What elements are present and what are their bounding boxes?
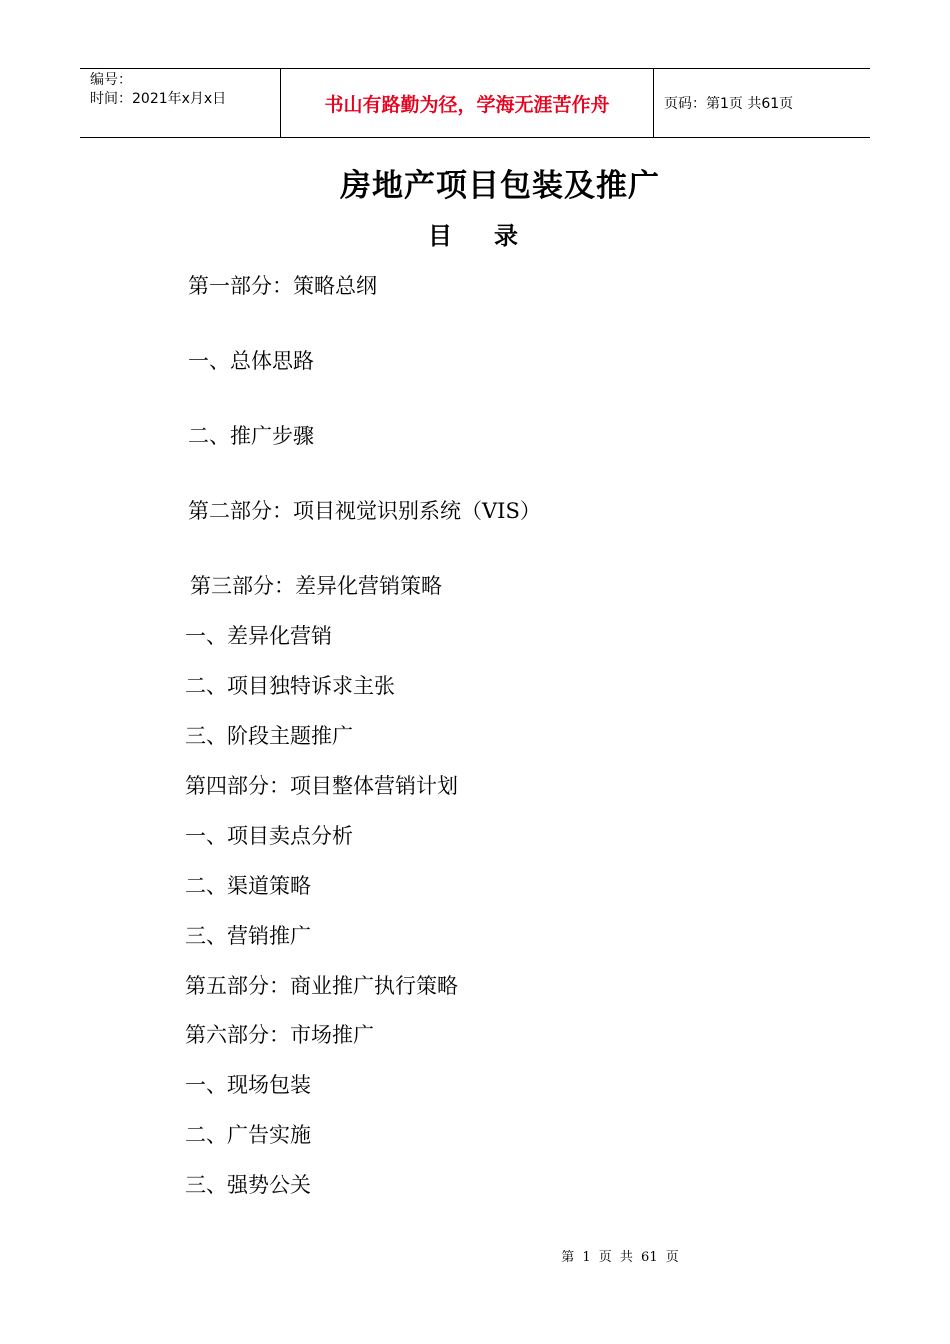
- toc-item: 三、营销推广: [185, 924, 311, 948]
- header-page-info: 页码：第1页 共61页: [664, 96, 794, 112]
- document-header-table: [80, 68, 870, 138]
- toc-item: 三、阶段主题推广: [185, 724, 353, 748]
- header-page-cell: [654, 69, 870, 137]
- toc-heading: 目录: [428, 221, 560, 250]
- toc-item: 一、总体思路: [188, 349, 314, 373]
- header-meta-cell: [80, 69, 281, 137]
- document-time-label: 时间：2021年x月x日: [90, 91, 227, 107]
- toc-item: 第五部分：商业推广执行策略: [185, 974, 458, 998]
- document-number-label: 编号：: [90, 72, 132, 88]
- toc-item: 二、项目独特诉求主张: [185, 674, 395, 698]
- toc-item: 二、渠道策略: [185, 874, 311, 898]
- document-title: 房地产项目包装及推广: [340, 168, 660, 204]
- header-motto-cell: [281, 69, 654, 137]
- toc-item: 二、推广步骤: [188, 424, 314, 448]
- page-footer: 第 1 页 共 61 页: [561, 1250, 679, 1265]
- toc-item: 第四部分：项目整体营销计划: [185, 774, 458, 798]
- toc-item: 一、现场包装: [185, 1073, 311, 1097]
- header-motto: 书山有路勤为径，学海无涯苦作舟: [324, 93, 610, 116]
- toc-item: 第二部分：项目视觉识别系统（VIS）: [188, 499, 541, 523]
- toc-item: 第六部分：市场推广: [185, 1023, 374, 1047]
- toc-item: 三、强势公关: [185, 1173, 311, 1197]
- toc-item: 二、广告实施: [185, 1123, 311, 1147]
- toc-item: 第三部分：差异化营销策略: [190, 574, 442, 598]
- toc-item: 一、差异化营销: [185, 624, 332, 648]
- toc-item: 第一部分：策略总纲: [188, 274, 377, 298]
- toc-item: 一、项目卖点分析: [185, 824, 353, 848]
